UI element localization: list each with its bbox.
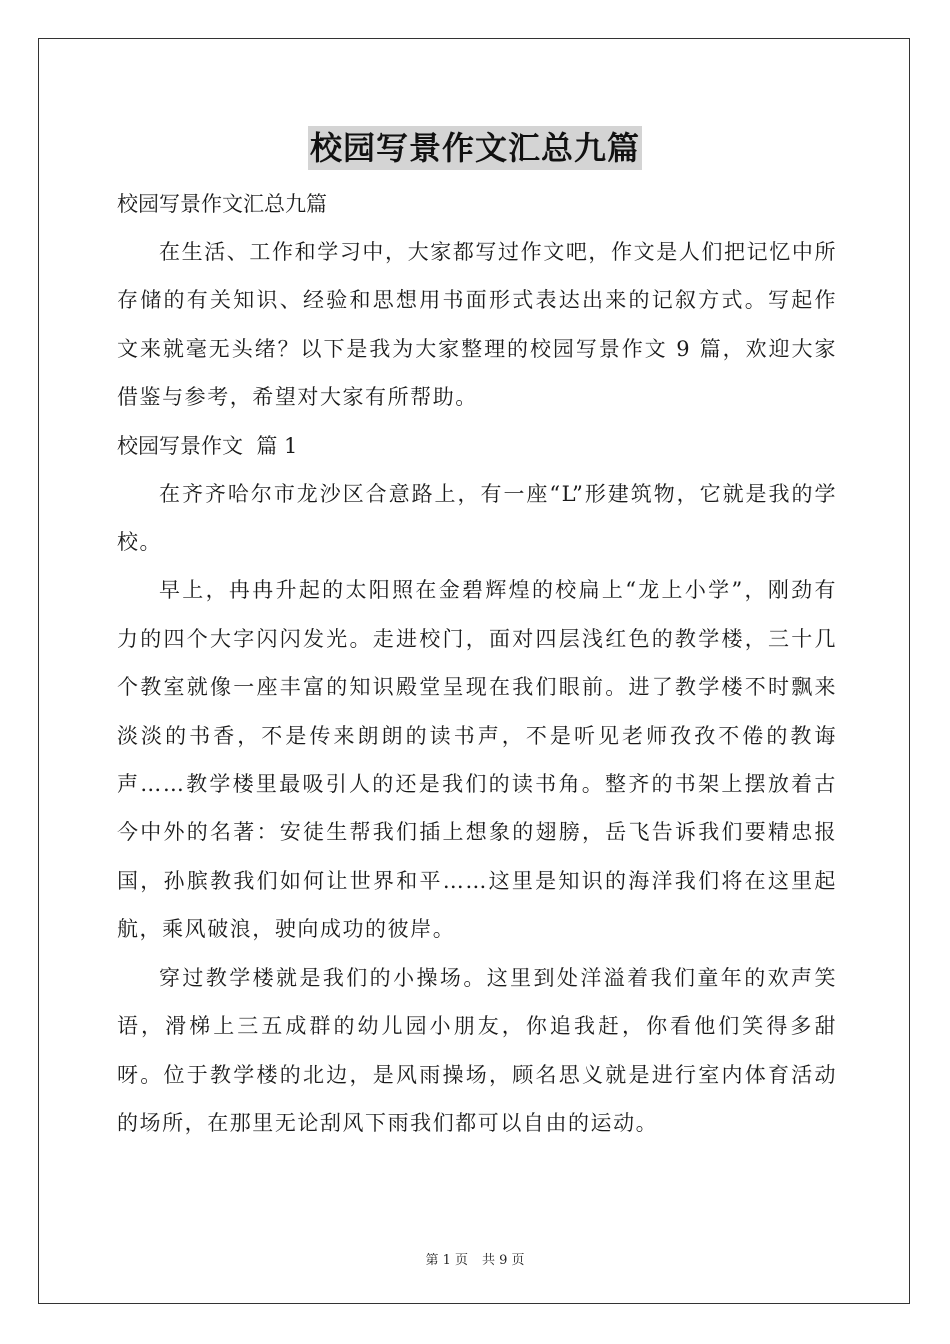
total-pages: 共 9 页 [482, 1253, 525, 1268]
body-paragraph: 早上，冉冉升起的太阳照在金碧辉煌的校扁上“龙上小学”，刚劲有力的四个大字闪闪发光。走进校门，面对四层浅红色的教学楼，三十几个教室就像一座丰富的知识殿堂呈现在我们眼前。进了教学楼不时飘来淡淡的书香，不是传来朗朗的读书声，不是听见老师孜孜不倦的教诲声……教学楼里最吸引人的还是我们的读书角。整齐的书架上摆放着古今中外的名著：安徒生帮我们插上想象的翅膀，岳飞告诉我们要精忠报国，孙膑教我们如何让世界和平……这里是知识的海洋我们将在这里起航，乘风破浪，驶向成功的彼岸。 [117, 578, 837, 942]
body-paragraph: 在齐齐哈尔市龙沙区合意路上，有一座“L”形建筑物，它就是我的学校。 [117, 481, 837, 555]
body-paragraph: 穿过教学楼就是我们的小操场。这里到处洋溢着我们童年的欢声笑语，滑梯上三五成群的幼儿园小朋友，你追我赶，你看他们笑得多甜呀。位于教学楼的北边，是风雨操场，顾名思义就是进行室内体育活动的场所，在那里无论刮风下雨我们都可以自由的运动。 [117, 965, 837, 1135]
section-heading: 校园写景作文 篇 1 [117, 433, 298, 458]
subtitle-line: 校园写景作文汇总九篇 [117, 192, 327, 216]
document-body [117, 180, 837, 1147]
page-footer [0, 1249, 950, 1268]
document-title: 校园写景作文汇总九篇 [308, 126, 642, 170]
title-container [0, 126, 950, 170]
intro-paragraph: 在生活、工作和学习中，大家都写过作文吧，作文是人们把记忆中所存储的有关知识、经验和思想用书面形式表达出来的记叙方式。写起作文来就毫无头绪？以下是我为大家整理的校园写景作文 9 篇，欢迎大家借鉴与参考，希望对大家有所帮助。 [117, 240, 837, 410]
page-number: 第 1 页 [425, 1253, 468, 1268]
